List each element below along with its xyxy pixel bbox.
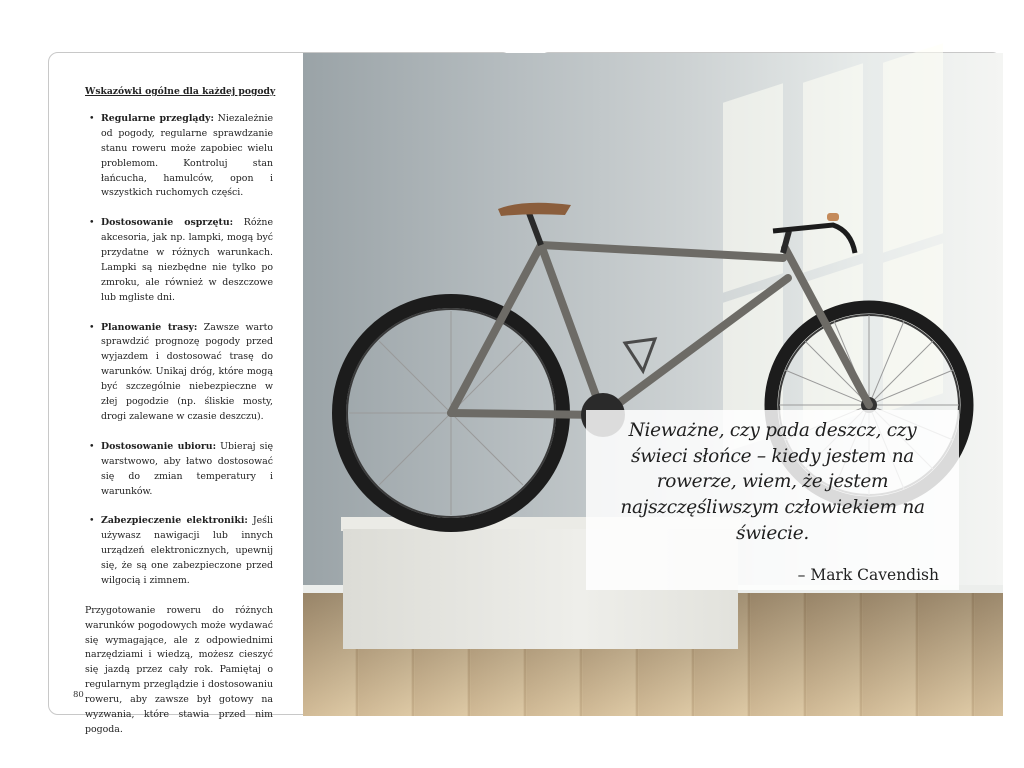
tips-heading: Wskazówki ogólne dla każdej pogody (85, 86, 276, 97)
closing-paragraph: Przygotowanie roweru do różnych warunków pogodowych może wydawać się wymagające, ale z odpowiednimi narzędziami i wiedzą, możesz cieszyć się jazdą przez cały rok. Pamiętaj o regularnym przeglądzie i dostosowaniu roweru, aby zawsze był gotowy na wyzwania, które stawia przed nim pogoda. (85, 604, 273, 735)
tips-column (85, 85, 276, 738)
tip-title: Planowanie trasy: (101, 321, 198, 333)
tip-item (85, 216, 273, 305)
quote-text: Nieważne, czy pada deszcz, czy świeci słońce – kiedy jestem na rowerze, wiem, że jestem najszczęśliwszym człowiekiem na świecie. (620, 420, 925, 544)
bicycle-photo-right (540, 53, 1003, 716)
tip-title: Zabezpieczenie elektroniki: (101, 515, 248, 527)
tip-text: Różne akcesoria, jak np. lampki, mogą być przydatne w różnych warunkach. Lampki są niezbędne nie tylko po zmroku, ale również w deszczowe lub mgliste dni. (101, 217, 274, 303)
tip-title: Regularne przeglądy: (101, 112, 214, 124)
tip-item (85, 514, 273, 589)
quote-box (586, 410, 959, 590)
tip-text: Jeśli używasz nawigacji lub innych urządzeń elektronicznych, upewnij się, że są one zabezpieczone przed wilgocią i zimnem. (101, 515, 273, 586)
tip-item (85, 112, 273, 201)
tip-text: Ubieraj się warstwowo, aby łatwo dostosować się do zmian temperatury i warunków. (101, 440, 274, 497)
tip-item (85, 321, 273, 425)
tip-title: Dostosowanie osprzętu: (101, 217, 234, 229)
tips-list (85, 112, 273, 589)
bicycle-illustration (303, 53, 1003, 716)
page-number: 80 (73, 690, 84, 700)
right-page (539, 52, 1002, 715)
tip-text: Zawsze warto sprawdzić prognozę pogody przed wyjazdem i dostosować trasę do warunków. Unikaj dróg, które mogą być szczególnie niebezpieczne w złej pogodzie (np. śliskie mosty, drogi zalewane w czasie deszczu). (101, 321, 273, 422)
tip-title: Dostosowanie ubioru: (101, 440, 217, 452)
tip-text: Niezależnie od pogody, regularne sprawdzanie stanu roweru może zapobiec wielu problemom. Kontroluj stan łańcucha, hamulców, opon i wszystkich ruchomych części. (101, 112, 273, 199)
quote-author: – Mark Cavendish (797, 566, 939, 584)
tip-item (85, 440, 273, 500)
